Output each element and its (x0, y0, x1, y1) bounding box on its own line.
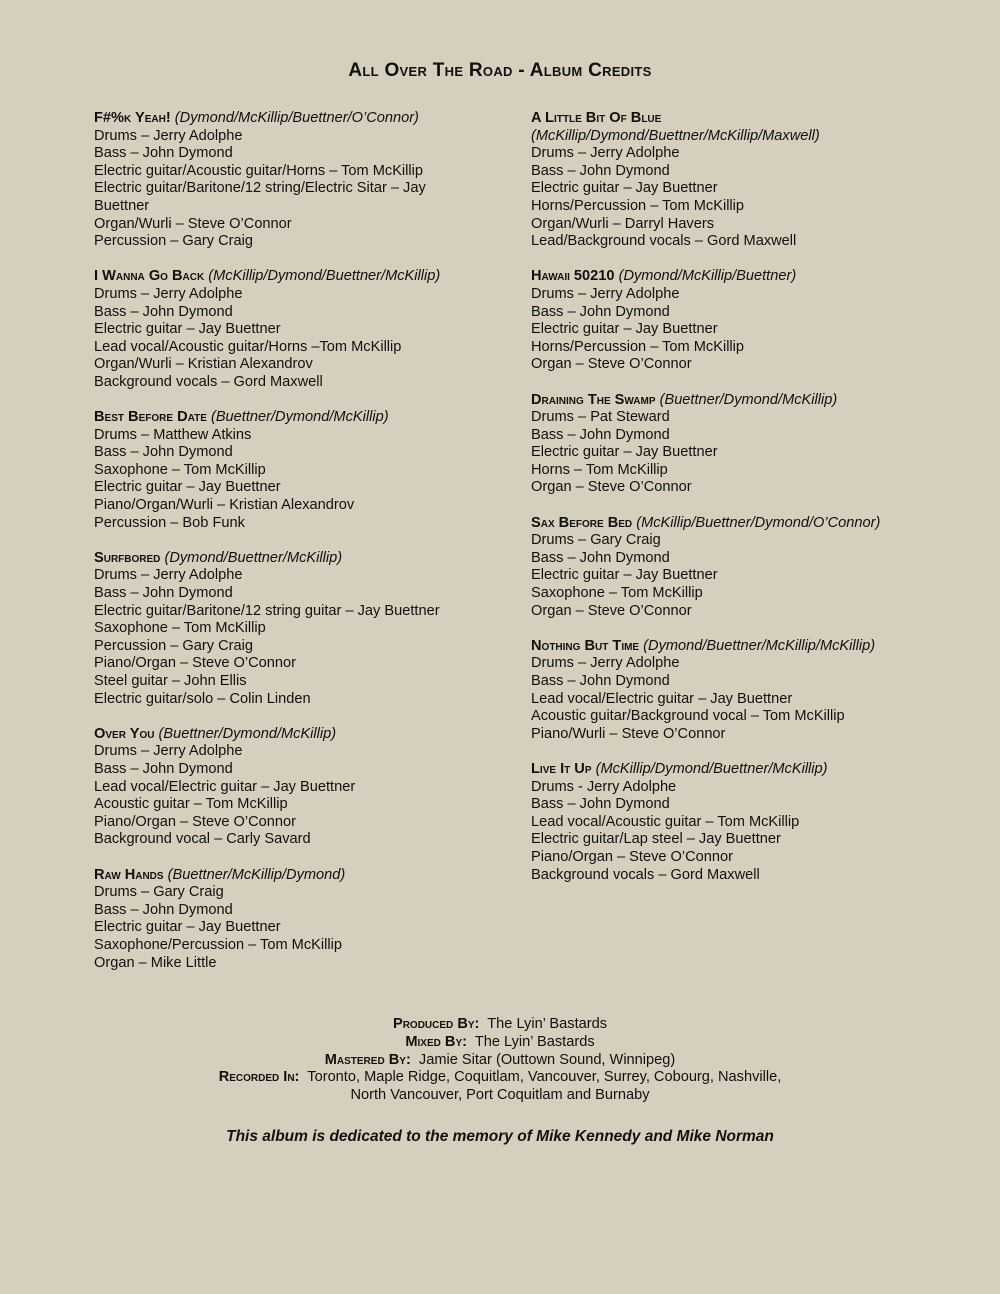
mastered-by-value: Jamie Sitar (Outtown Sound, Winnipeg) (418, 1051, 676, 1068)
song-writers: (Buettner/Dymond/McKillip) (158, 725, 337, 742)
produced-by-label: Produced By: (392, 1016, 480, 1032)
credit-line: Drums – Jerry Adolphe (94, 285, 243, 302)
credit-line: Organ/Wurli – Kristian Alexandrov (94, 356, 313, 373)
credit-line: Electric guitar/Acoustic guitar/Horns – Tom McKillip (94, 162, 424, 179)
mastered-by-label: Mastered By: (324, 1051, 411, 1068)
song-writers: (McKillip/Dymond/Buettner/McKillip/Maxwell) (531, 127, 820, 144)
song-title: F#%k Yeah! (94, 110, 171, 126)
credit-line: Bass – John Dymond (94, 760, 233, 777)
right-column (531, 110, 931, 902)
credit-line: Lead vocal/Electric guitar – Jay Buettner (94, 778, 356, 795)
credit-line: Bass – John Dymond (94, 901, 233, 918)
credit-line: Electric guitar – Jay Buettner (531, 567, 718, 584)
credit-line: Electric guitar/Baritone/12 string guitar – Jay Buettner (94, 602, 440, 619)
credit-line: Percussion – Gary Craig (94, 637, 253, 654)
dedication: This album is dedicated to the memory of Mike Kennedy and Mike Norman (226, 1128, 774, 1145)
song-title: Surfbored (94, 549, 161, 566)
credit-line: Drums – Jerry Adolphe (531, 655, 680, 672)
song-block (531, 110, 931, 251)
credit-line: Saxophone/Percussion – Tom McKillip (94, 936, 342, 953)
produced-by-value: The Lyin’ Bastards (487, 1016, 608, 1032)
credit-line: Bass – John Dymond (94, 444, 233, 461)
produced-by-line (0, 1016, 1000, 1034)
song-writers: (McKillip/Dymond/Buettner/McKillip) (208, 268, 441, 285)
credit-line: Piano/Wurli – Steve O’Connor (531, 725, 726, 742)
credit-line: Bass – John Dymond (94, 303, 233, 320)
credit-line: Organ/Wurli – Darryl Havers (531, 215, 715, 232)
song-title: Hawaii 50210 (531, 268, 615, 285)
song-heading (531, 515, 931, 533)
song-block (94, 726, 474, 849)
mixed-by-line (0, 1034, 1000, 1052)
production-credits (0, 1016, 1000, 1105)
song-heading (531, 638, 931, 656)
credit-line: Saxophone – Tom McKillip (531, 585, 703, 602)
credit-line: Background vocals – Gord Maxwell (531, 866, 760, 883)
song-writers: (Dymond/McKillip/Buettner/O’Connor) (174, 110, 419, 126)
song-heading (94, 409, 474, 427)
credit-line: Drums – Jerry Adolphe (94, 743, 243, 760)
credit-line: Organ – Steve O’Connor (531, 479, 692, 496)
song-title: Draining The Swamp (531, 391, 656, 408)
credit-line: Drums – Pat Steward (531, 409, 670, 426)
song-heading (94, 268, 474, 286)
song-title: Nothing But Time (531, 637, 640, 654)
song-block (531, 761, 931, 884)
song-writers: (Dymond/McKillip/Buettner) (618, 268, 797, 285)
song-title: Live It Up (531, 760, 592, 777)
recorded-in-value-1: Toronto, Maple Ridge, Coquitlam, Vancouver, Surrey, Cobourg, Nashville, (307, 1069, 782, 1086)
song-heading (531, 268, 931, 286)
song-heading (94, 550, 474, 568)
credit-line: Drums – Jerry Adolphe (94, 567, 243, 584)
credit-line: Horns/Percussion – Tom McKillip (531, 338, 745, 355)
credit-line: Electric guitar – Jay Buettner (531, 180, 718, 197)
song-writers: (McKillip/Buettner/Dymond/O’Connor) (636, 514, 881, 531)
mastered-by-line (0, 1052, 1000, 1070)
credit-line: Drums – Gary Craig (531, 532, 661, 549)
song-block (94, 550, 474, 708)
credit-line: Piano/Organ/Wurli – Kristian Alexandrov (94, 497, 355, 514)
credit-line: Drums – Matthew Atkins (94, 426, 252, 443)
credit-line: Electric guitar – Jay Buettner (531, 444, 718, 461)
credit-line: Bass – John Dymond (531, 796, 670, 813)
credit-line: Acoustic guitar – Tom McKillip (94, 796, 288, 813)
credit-line: Electric guitar – Jay Buettner (531, 321, 718, 338)
credit-line: Drums – Jerry Adolphe (94, 127, 243, 144)
song-block (531, 268, 931, 374)
song-heading (531, 110, 931, 145)
credit-line: Lead vocal/Acoustic guitar – Tom McKillip (531, 813, 800, 830)
song-block (531, 638, 931, 744)
credit-line: Piano/Organ – Steve O’Connor (94, 813, 296, 830)
song-heading (94, 867, 474, 885)
recorded-in-value-2: North Vancouver, Port Coquitlam and Burnaby (350, 1087, 650, 1104)
song-heading (531, 392, 931, 410)
song-block (531, 392, 931, 498)
credit-line: Horns/Percussion – Tom McKillip (531, 197, 745, 214)
song-block (94, 110, 474, 251)
credit-line: Organ – Steve O’Connor (531, 602, 692, 619)
credit-line: Lead/Background vocals – Gord Maxwell (531, 233, 797, 250)
song-title: Best Before Date (94, 409, 207, 426)
song-block (94, 867, 474, 973)
credit-line: Drums – Jerry Adolphe (531, 285, 680, 302)
credit-line: Drums – Gary Craig (94, 884, 224, 901)
credit-line: Bass – John Dymond (531, 549, 670, 566)
credit-line: Bass – John Dymond (531, 303, 670, 320)
credit-line: Organ – Steve O’Connor (531, 356, 692, 373)
credit-line: Piano/Organ – Steve O’Connor (94, 655, 296, 672)
credit-line: Background vocals – Gord Maxwell (94, 373, 323, 390)
song-title: I Wanna Go Back (94, 268, 205, 285)
credit-line: Electric guitar – Jay Buettner (94, 321, 281, 338)
song-writers: (Dymond/Buettner/McKillip/McKillip) (643, 637, 876, 654)
song-heading (531, 761, 931, 779)
song-block (94, 268, 474, 391)
song-heading (94, 110, 474, 128)
song-block (94, 409, 474, 532)
recorded-in-line-2 (0, 1087, 1000, 1105)
recorded-in-label: Recorded In: (218, 1069, 300, 1086)
song-writers: (Buettner/McKillip/Dymond) (167, 866, 346, 883)
credit-line: Organ – Mike Little (94, 954, 217, 971)
credit-line: Piano/Organ – Steve O’Connor (531, 848, 733, 865)
credit-line: Percussion – Bob Funk (94, 514, 245, 531)
song-title: Sax Before Bed (531, 514, 633, 531)
credit-line: Steel guitar – John Ellis (94, 673, 247, 689)
credit-line: Background vocal – Carly Savard (94, 831, 311, 848)
credit-line: Bass – John Dymond (94, 585, 233, 602)
song-block (531, 515, 931, 621)
credit-line: Bass – John Dymond (94, 145, 233, 162)
credit-line: Bass – John Dymond (531, 162, 670, 179)
song-writers: (Buettner/Dymond/McKillip) (210, 409, 389, 426)
credit-line: Organ/Wurli – Steve O’Connor (94, 215, 292, 232)
credit-line: Electric guitar/solo – Colin Linden (94, 690, 311, 707)
credit-line: Acoustic guitar/Background vocal – Tom McKillip (531, 708, 845, 725)
credit-line: Bass – John Dymond (531, 426, 670, 443)
song-heading (94, 726, 474, 744)
song-writers: (McKillip/Dymond/Buettner/McKillip) (595, 760, 828, 777)
page-title: All Over The Road - Album Credits (348, 60, 652, 81)
song-title: Over You (94, 725, 155, 742)
credit-line: Horns – Tom McKillip (531, 461, 668, 478)
mixed-by-value: The Lyin’ Bastards (474, 1033, 595, 1050)
credit-line: Electric guitar/Lap steel – Jay Buettner (531, 831, 781, 848)
credit-line: Lead vocal/Electric guitar – Jay Buettner (531, 690, 793, 707)
mixed-by-label: Mixed By: (405, 1033, 467, 1050)
credit-line: Lead vocal/Acoustic guitar/Horns –Tom McKillip (94, 338, 402, 355)
song-writers: (Dymond/Buettner/McKillip) (164, 549, 343, 566)
credit-line: Bass – John Dymond (531, 673, 670, 689)
credit-line: Drums - Jerry Adolphe (531, 778, 677, 795)
left-column (94, 110, 474, 990)
credit-line: Electric guitar – Jay Buettner (94, 479, 281, 496)
recorded-in-line (0, 1069, 1000, 1087)
song-title: Raw Hands (94, 866, 164, 883)
credit-line: Saxophone – Tom McKillip (94, 461, 266, 478)
credit-line: Percussion – Gary Craig (94, 233, 253, 250)
credit-line: Electric guitar – Jay Buettner (94, 919, 281, 936)
song-title: A Little Bit Of Blue (531, 110, 662, 126)
song-writers: (Buettner/Dymond/McKillip) (659, 391, 838, 408)
credit-line: Electric guitar/Baritone/12 string/Electric Sitar – Jay Buettner (94, 180, 426, 214)
credit-line: Saxophone – Tom McKillip (94, 620, 266, 637)
credit-line: Drums – Jerry Adolphe (531, 145, 680, 162)
